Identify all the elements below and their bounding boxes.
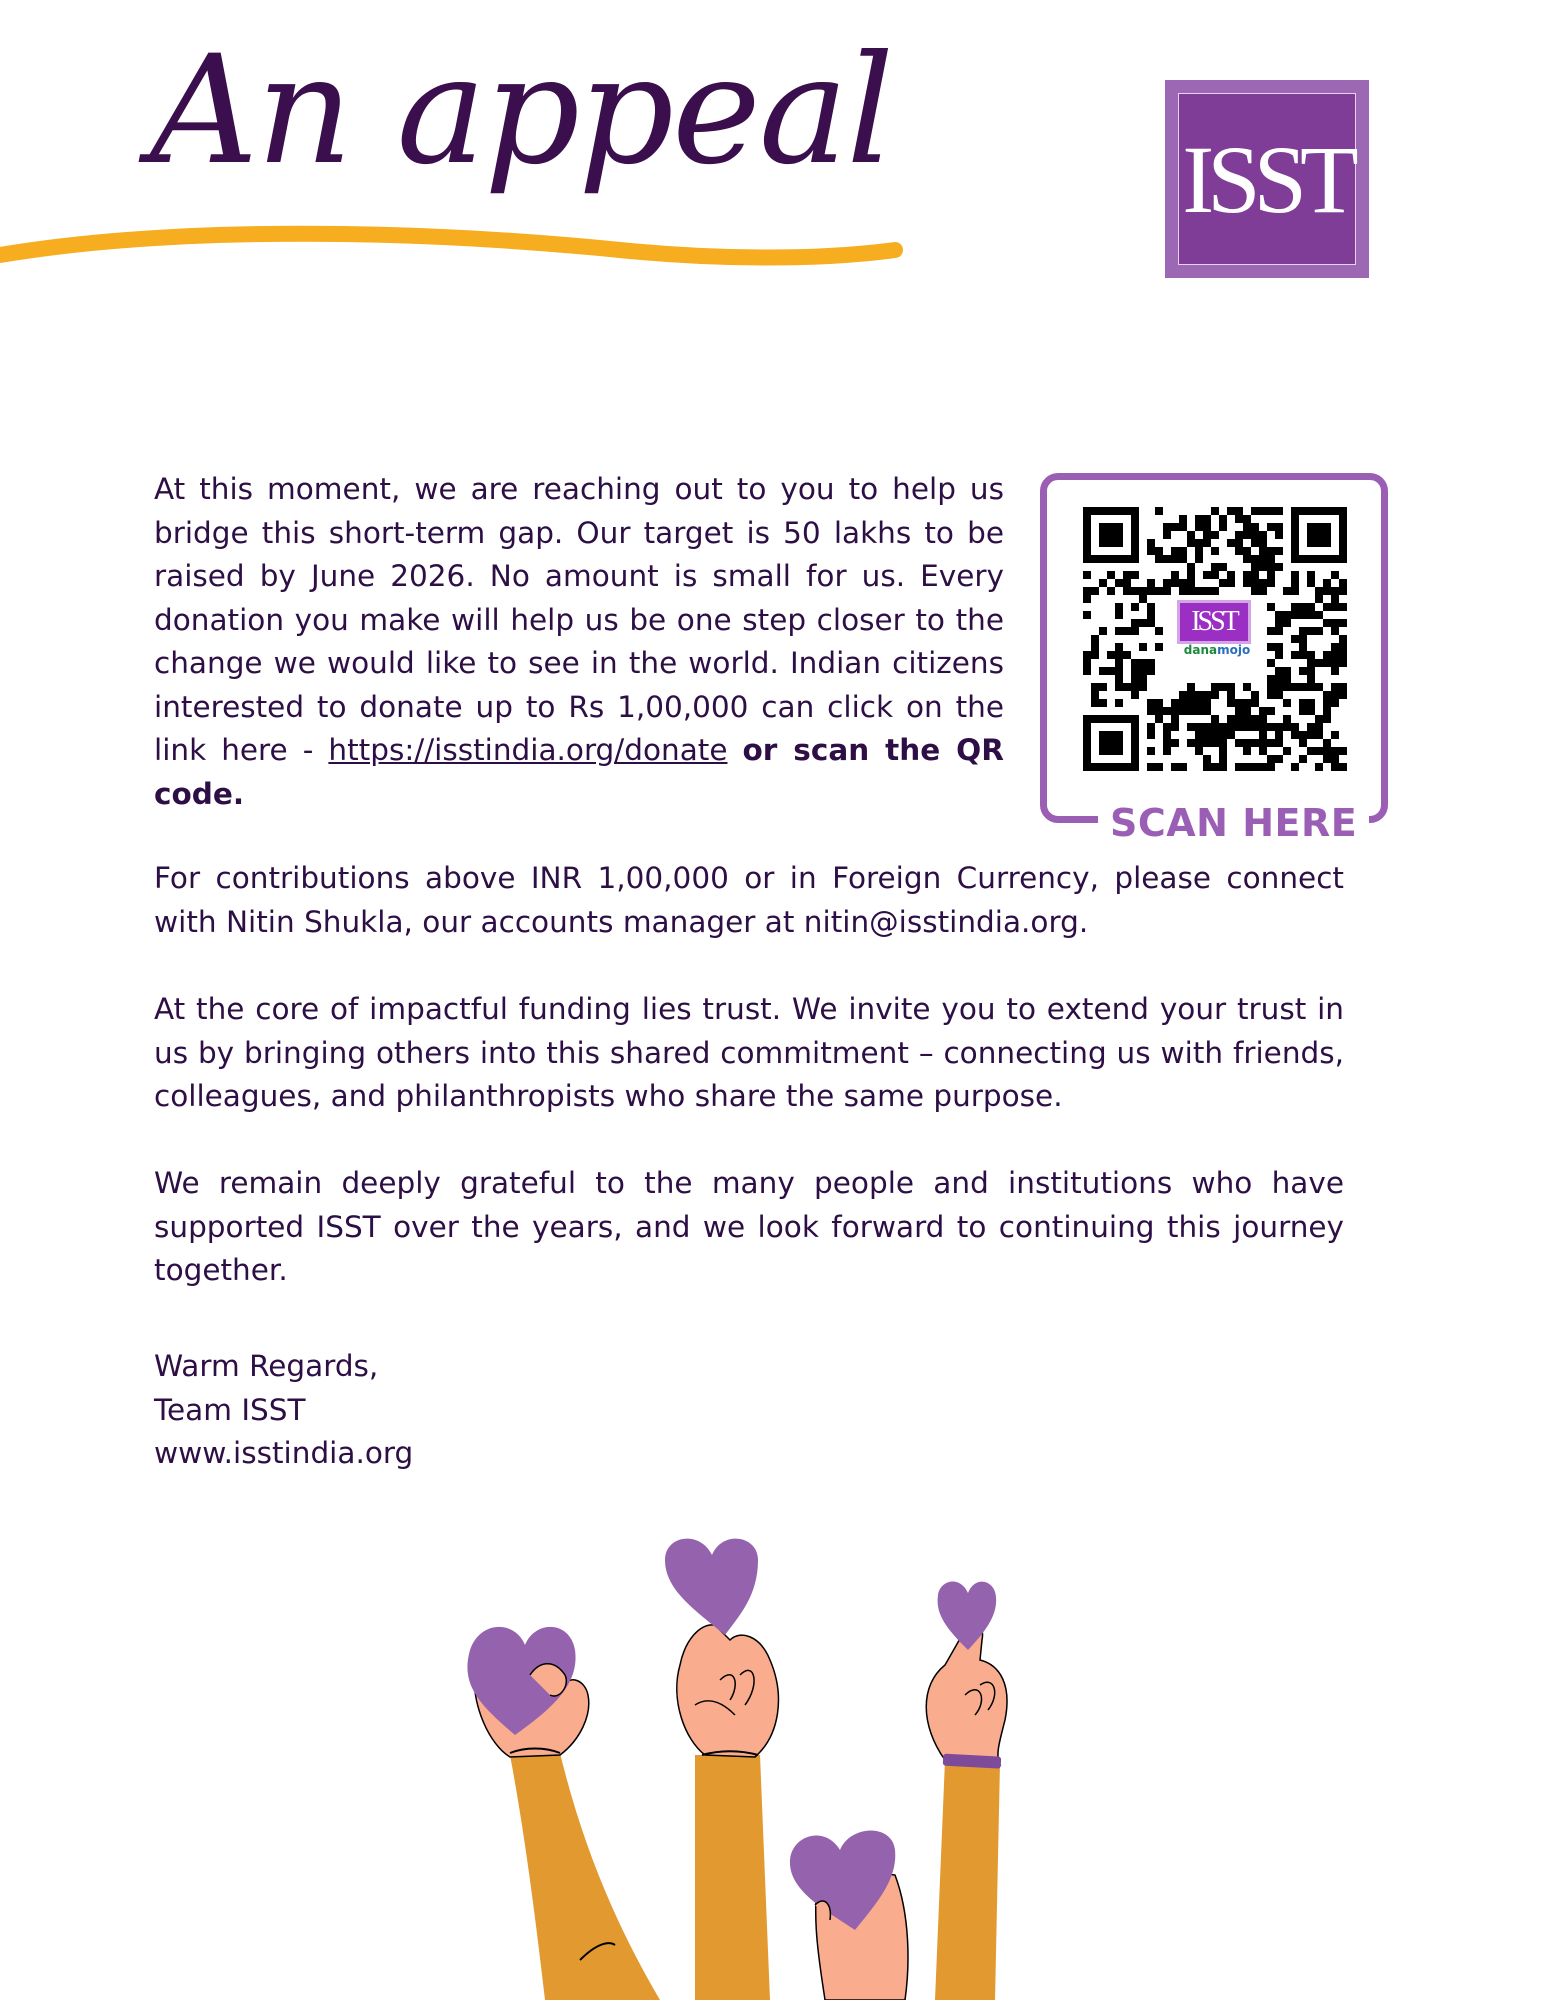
qr-brand-a: dana (1183, 643, 1218, 657)
trust-paragraph: At the core of impactful funding lies trust. We invite you to extend your trust in us by bringing others into this shared commitment – connecting us with friends, colleagues, and philanthropists who share the same purpose. (154, 992, 1344, 1113)
scan-qr-instruction: or scan the QR code. (154, 733, 1004, 811)
signoff (154, 1345, 413, 1476)
title-underline-swoosh (0, 220, 920, 280)
heart-icon (665, 1539, 758, 1635)
donate-link[interactable]: https://isstindia.org/donate (328, 733, 728, 767)
signoff-regards: Warm Regards, (154, 1349, 379, 1383)
signoff-team: Team ISST (154, 1392, 306, 1427)
isst-logo (1165, 80, 1369, 278)
qr-brand-b: mojo (1217, 643, 1251, 657)
heart-icon (938, 1581, 997, 1650)
qr-powered-by (1177, 644, 1257, 656)
contact-paragraph: For contributions above INR 1,00,000 or in Foreign Currency, please connect with Nitin Shukla, our accounts manager at nitin@isstindia.org. (154, 861, 1344, 939)
hands-holding-hearts-illustration (440, 1535, 1090, 2000)
gratitude-paragraph: We remain deeply grateful to the many people and institutions who have supported ISST over the years, and we look forward to continuing this journey together. (154, 1166, 1344, 1287)
donation-paragraph (154, 468, 1004, 816)
qr-logo-mark: ISST (1177, 600, 1251, 644)
qr-center-logo (1173, 596, 1261, 662)
scan-here-label: SCAN HERE (1098, 800, 1369, 846)
signoff-website[interactable]: www.isstindia.org (154, 1436, 414, 1470)
page-title: An appeal (150, 24, 893, 198)
donation-text: At this moment, we are reaching out to you to help us bridge this short-term gap. Our target is 50 lakhs to be raised by June 2026. No amount is small for us. Every donation you make will help us be one step closer to the change we would like to see in the world. Indian citizens interested to donate up to Rs 1,00,000 can click on the link here - (154, 472, 1004, 767)
logo-text: ISST (1178, 93, 1356, 265)
